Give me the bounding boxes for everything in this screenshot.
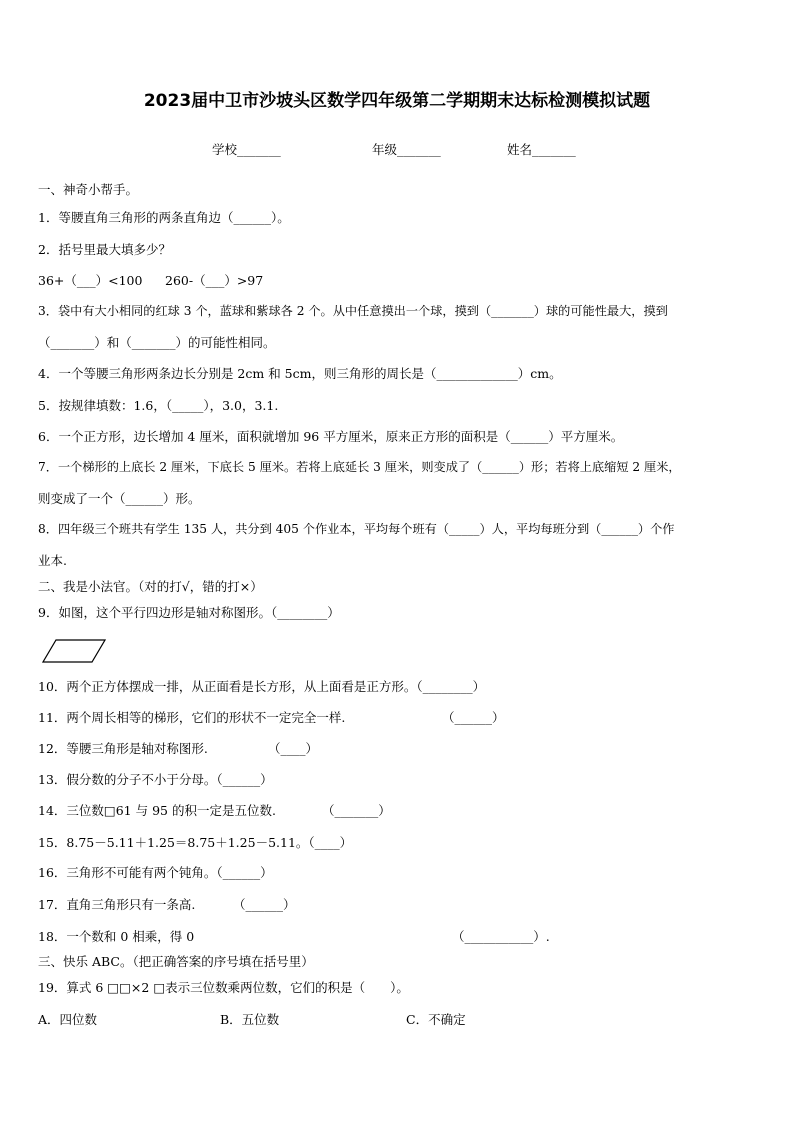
section-2-heading: 二、我是小法官。（对的打√，错的打×） [38, 579, 263, 594]
question-14: 14．三位数□61 与 95 的积一定是五位数. [38, 803, 276, 818]
question-16: 16．三角形不可能有两个钝角。（______） [38, 865, 273, 880]
question-7-line-1: 7．一个梯形的上底长 2 厘米，下底长 5 厘米。若将上底延长 3 厘米，则变成了（______）形；若将上底缩短 2 厘米， [38, 460, 681, 474]
question-12-answer-blank[interactable]: （____） [268, 741, 319, 756]
question-17-answer-blank[interactable]: （______） [233, 897, 296, 912]
question-7-line-2: 则变成了一个（______）形。 [38, 491, 201, 506]
question-2-part-b: 260-（___）>97 [165, 273, 264, 288]
question-19-option-b[interactable]: B．五位数 [220, 1012, 280, 1027]
question-11: 11．两个周长相等的梯形，它们的形状不一定完全一样. [38, 710, 346, 725]
question-5: 5．按规律填数：1.6，（_____），3.0，3.1. [38, 398, 279, 413]
question-18: 18．一个数和 0 相乘，得 0 [38, 929, 195, 944]
question-6: 6．一个正方形，边长增加 4 厘米，面积就增加 96 平方厘米，原来正方形的面积是（______）平方厘米。 [38, 429, 624, 444]
section-1-heading: 一、神奇小帮手。 [38, 182, 139, 197]
question-19-option-c[interactable]: C．不确定 [406, 1012, 466, 1027]
question-2-part-a: 36+（___）<100 [38, 273, 143, 288]
question-10: 10．两个正方体摆成一排，从正面看是长方形，从上面看是正方形。（________） [38, 679, 486, 694]
question-8-line-2: 业本. [38, 553, 67, 568]
school-field[interactable]: 学校_______ [212, 142, 281, 157]
question-19-option-a[interactable]: A．四位数 [38, 1012, 98, 1027]
question-4: 4．一个等腰三角形两条边长分别是 2cm 和 5cm，则三角形的周长是（_____________）cm。 [38, 366, 562, 381]
question-15: 15．8.75－5.11＋1.25＝8.75＋1.25－5.11。（____） [38, 835, 353, 850]
question-8-line-1: 8．四年级三个班共有学生 135 人，共分到 405 个作业本，平均每个班有（_____）人，平均每班分到（______）个作 [38, 522, 675, 536]
question-3-line-2: （_______）和（_______）的可能性相同。 [38, 335, 276, 350]
question-1: 1．等腰直角三角形的两条直角边（______）。 [38, 210, 290, 225]
question-3-line-1: 3．袋中有大小相同的红球 3 个，蓝球和紫球各 2 个。从中任意摸出一个球，摸到（_______）球的可能性最大，摸到 [38, 304, 668, 318]
question-12: 12．等腰三角形是轴对称图形. [38, 741, 208, 756]
page-title: 2023届中卫市沙坡头区数学四年级第二学期期末达标检测模拟试题 [143, 91, 651, 111]
question-17: 17．直角三角形只有一条高. [38, 897, 196, 912]
question-18-answer-blank[interactable]: （___________）. [452, 929, 550, 944]
question-11-answer-blank[interactable]: （______） [442, 710, 505, 725]
section-3-heading: 三、快乐 ABC。（把正确答案的序号填在括号里） [38, 954, 314, 969]
question-13: 13．假分数的分子不小于分母。（______） [38, 772, 273, 787]
parallelogram-figure [42, 639, 106, 663]
name-field[interactable]: 姓名_______ [507, 142, 576, 157]
question-9: 9．如图，这个平行四边形是轴对称图形。（________） [38, 605, 340, 620]
question-2: 2．括号里最大填多少？ [38, 242, 171, 257]
question-19: 19．算式 6 □□×2 □表示三位数乘两位数，它们的积是（ ）。 [38, 980, 409, 995]
grade-field[interactable]: 年级_______ [372, 142, 441, 157]
question-14-answer-blank[interactable]: （_______） [322, 803, 391, 818]
